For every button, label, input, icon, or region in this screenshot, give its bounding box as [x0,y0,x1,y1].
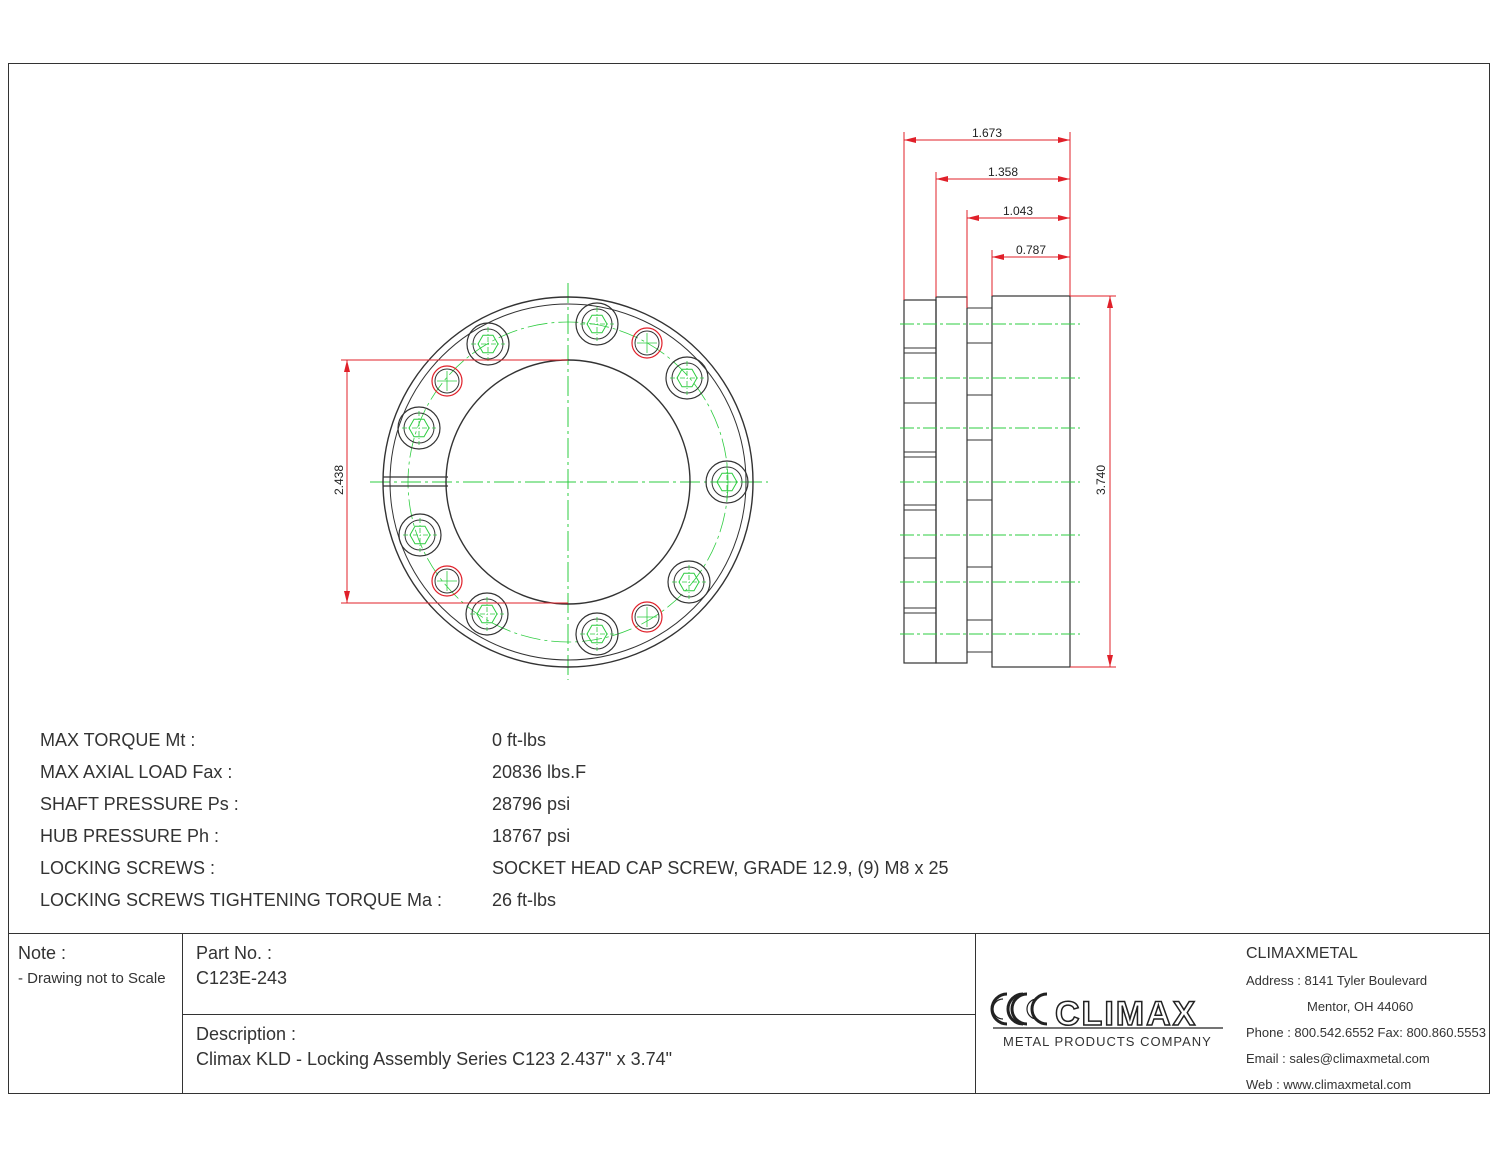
title-block-divider-2 [975,933,976,1094]
screw-9 [467,323,509,365]
screw-6 [466,593,508,635]
screw-5 [576,613,618,655]
spec-value: 0 ft-lbs [492,730,547,750]
company-email: Email : sales@climaxmetal.com [1246,1051,1430,1066]
screw-7 [399,514,441,556]
screw-4 [668,561,710,603]
logo-wordmark: CLIMAX [1055,995,1198,1033]
side-view [900,126,1116,667]
dimension-1358-label: 1.358 [987,165,1019,179]
front-view [332,283,768,680]
part-number-label: Part No. : [196,943,273,963]
part-number: C123E-243 [196,968,288,988]
dimension-1043-label: 1.043 [1002,204,1034,218]
dimension-outer [1070,296,1116,667]
spec-value: 28796 psi [492,794,571,814]
dimension-outer-label: 3.740 [1094,464,1108,496]
title-block-top-line [8,933,1490,934]
title-block-divider-3 [182,1014,975,1015]
description-label: Description : [196,1024,297,1044]
description: Climax KLD - Locking Assembly Series C123 2.437" x 3.74" [196,1049,672,1069]
jack-hole-1 [632,328,662,358]
jack-hole-2 [632,602,662,632]
spec-value: 20836 lbs.F [492,762,587,782]
inner-ring [936,297,967,663]
jack-hole-4 [432,366,462,396]
dimension-1673 [904,126,1070,300]
screw-heads-zone [967,308,992,652]
company-web: Web : www.climaxmetal.com [1246,1077,1412,1092]
spec-label: MAX TORQUE Mt : [40,730,196,750]
note-label: Note : [18,943,67,963]
spec-label: LOCKING SCREWS : [40,858,216,878]
dimension-1358 [936,165,1070,297]
spec-label: MAX AXIAL LOAD Fax : [40,762,233,782]
company-name: CLIMAXMETAL [1246,945,1358,962]
screw-1 [576,303,618,345]
dimension-0787 [992,243,1070,296]
company-address-line-2: Mentor, OH 44060 [1307,999,1414,1014]
screw-2 [666,357,708,399]
spec-value: 18767 psi [492,826,571,846]
dimension-0787-label: 0.787 [1015,243,1047,257]
jack-hole-3 [432,566,462,596]
company-phone: Phone : 800.542.6552 Fax: 800.860.5553 [1246,1025,1486,1040]
dimension-1673-label: 1.673 [971,126,1003,140]
spec-label: LOCKING SCREWS TIGHTENING TORQUE Ma : [40,890,443,910]
logo-subtitle: METAL PRODUCTS COMPANY [1003,1034,1212,1049]
spec-label: SHAFT PRESSURE Ps : [40,794,239,814]
note-text: - Drawing not to Scale [18,970,166,987]
spec-label: HUB PRESSURE Ph : [40,826,220,846]
company-address-line-1: Address : 8141 Tyler Boulevard [1246,973,1428,988]
screw-8 [398,407,440,449]
spec-value: SOCKET HEAD CAP SCREW, GRADE 12.9, (9) M8 x 25 [492,858,949,878]
spec-value: 26 ft-lbs [492,890,557,910]
screw-3 [706,461,748,503]
dimension-bore-label: 2.438 [332,464,346,496]
